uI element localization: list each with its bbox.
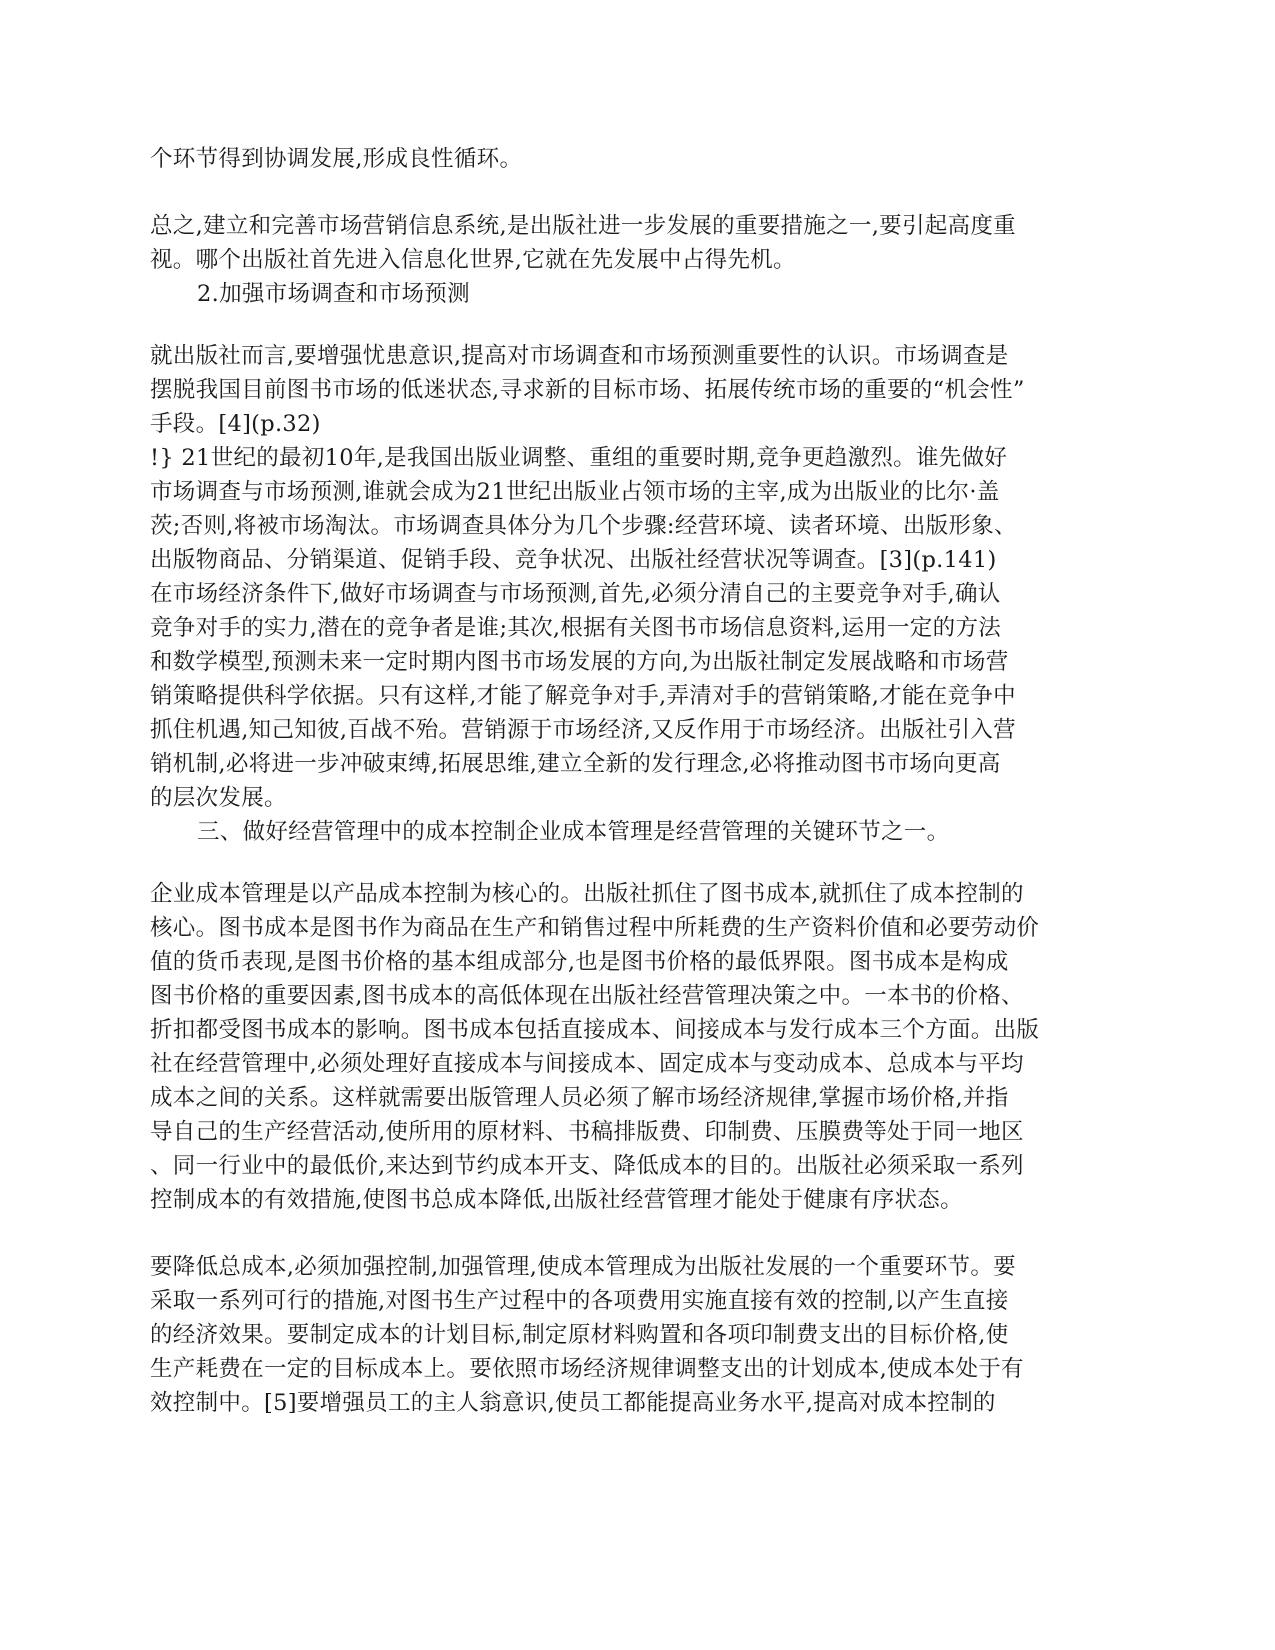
paragraph-line: 销策略提供科学依据。只有这样,才能了解竞争对手,弄清对手的营销策略,才能在竞争中 (150, 683, 1016, 709)
paragraph-line: 导自己的生产经营活动,使所用的原材料、书稿排版费、印制费、压膜费等处于同一地区 (150, 1119, 1024, 1145)
paragraph-line: 控制成本的有效措施,使图书总成本降低,出版社经营管理才能处于健康有序状态。 (150, 1187, 963, 1213)
section-heading: 三、做好经营管理中的成本控制企业成本管理是经营管理的关键环节之一。 (197, 819, 950, 845)
paragraph-line: 的经济效果。要制定成本的计划目标,制定原材料购置和各项印制费支出的目标价格,使 (150, 1322, 1009, 1348)
paragraph-line: 生产耗费在一定的目标成本上。要依照市场经济规律调整支出的计划成本,使成本处于有 (150, 1356, 1024, 1382)
paragraph-line: 企业成本管理是以产品成本控制为核心的。出版社抓住了图书成本,就抓住了成本控制的 (150, 881, 1024, 907)
paragraph-line: 的层次发展。 (150, 785, 287, 811)
paragraph-line: 、同一行业中的最低价,来达到节约成本开支、降低成本的目的。出版社必须采取一系列 (150, 1153, 1024, 1179)
paragraph-line: 核心。图书成本是图书作为商品在生产和销售过程中所耗费的生产资料价值和必要劳动价 (150, 915, 1040, 941)
paragraph-line: 成本之间的关系。这样就需要出版管理人员必须了解市场经济规律,掌握市场价格,并指 (150, 1085, 1009, 1111)
paragraph-line: 个环节得到协调发展,形成良性循环。 (150, 146, 523, 172)
paragraph-line: 竞争对手的实力,潜在的竞争者是谁;其次,根据有关图书市场信息资料,运用一定的方法 (150, 615, 1002, 641)
paragraph-line: 在市场经济条件下,做好市场调查与市场预测,首先,必须分清自己的主要竞争对手,确认 (150, 581, 1001, 607)
paragraph-line: 就出版社而言,要增强忧患意识,提高对市场调查和市场预测重要性的认识。市场调查是 (150, 343, 1009, 369)
paragraph-line: 值的货币表现,是图书价格的基本组成部分,也是图书价格的最低界限。图书成本是构成 (150, 949, 1009, 975)
paragraph-line: 摆脱我国目前图书市场的低迷状态,寻求新的目标市场、拓展传统市场的重要的“机会性” (150, 377, 1025, 403)
paragraph-line: 要降低总成本,必须加强控制,加强管理,使成本管理成为出版社发展的一个重要环节。要 (150, 1254, 1016, 1280)
paragraph-line: 社在经营管理中,必须处理好直接成本与间接成本、固定成本与变动成本、总成本与平均 (150, 1051, 1024, 1077)
paragraph-line: !} 21世纪的最初10年,是我国出版业调整、重组的重要时期,竞争更趋激烈。谁先做好 (150, 445, 1008, 471)
paragraph-line: 出版物商品、分销渠道、促销手段、竞争状况、出版社经营状况等调查。[3](p.141) (150, 547, 997, 573)
paragraph-line: 总之,建立和完善市场营销信息系统,是出版社进一步发展的重要措施之一,要引起高度重 (150, 213, 1016, 239)
paragraph-line: 销机制,必将进一步冲破束缚,拓展思维,建立全新的发行理念,必将推动图书市场向更高 (150, 751, 1001, 777)
paragraph-line: 图书价格的重要因素,图书成本的高低体现在出版社经营管理决策之中。一本书的价格、 (150, 983, 1024, 1009)
paragraph-line: 采取一系列可行的措施,对图书生产过程中的各项费用实施直接有效的控制,以产生直接 (150, 1288, 1009, 1314)
paragraph-line: 茨;否则,将被市场淘汰。市场调查具体分为几个步骤:经营环境、读者环境、出版形象、 (150, 513, 1017, 539)
paragraph-line: 抓住机遇,知己知彼,百战不殆。营销源于市场经济,又反作用于市场经济。出版社引入营 (150, 717, 1016, 743)
paragraph-line: 视。哪个出版社首先进入信息化世界,它就在先发展中占得先机。 (150, 247, 796, 273)
paragraph-line: 市场调查与市场预测,谁就会成为21世纪出版业占领市场的主宰,成为出版业的比尔·盖 (150, 479, 1000, 505)
paragraph-line: 和数学模型,预测未来一定时期内图书市场发展的方向,为出版社制定发展战略和市场营 (150, 649, 1009, 675)
paragraph-line: 效控制中。[5]要增强员工的主人翁意识,使员工都能提高业务水平,提高对成本控制的 (150, 1390, 996, 1416)
paragraph-line: 折扣都受图书成本的影响。图书成本包括直接成本、间接成本与发行成本三个方面。出版 (150, 1017, 1040, 1043)
section-heading: 2.加强市场调查和市场预测 (197, 281, 470, 307)
paragraph-line: 手段。[4](p.32) (150, 411, 321, 437)
